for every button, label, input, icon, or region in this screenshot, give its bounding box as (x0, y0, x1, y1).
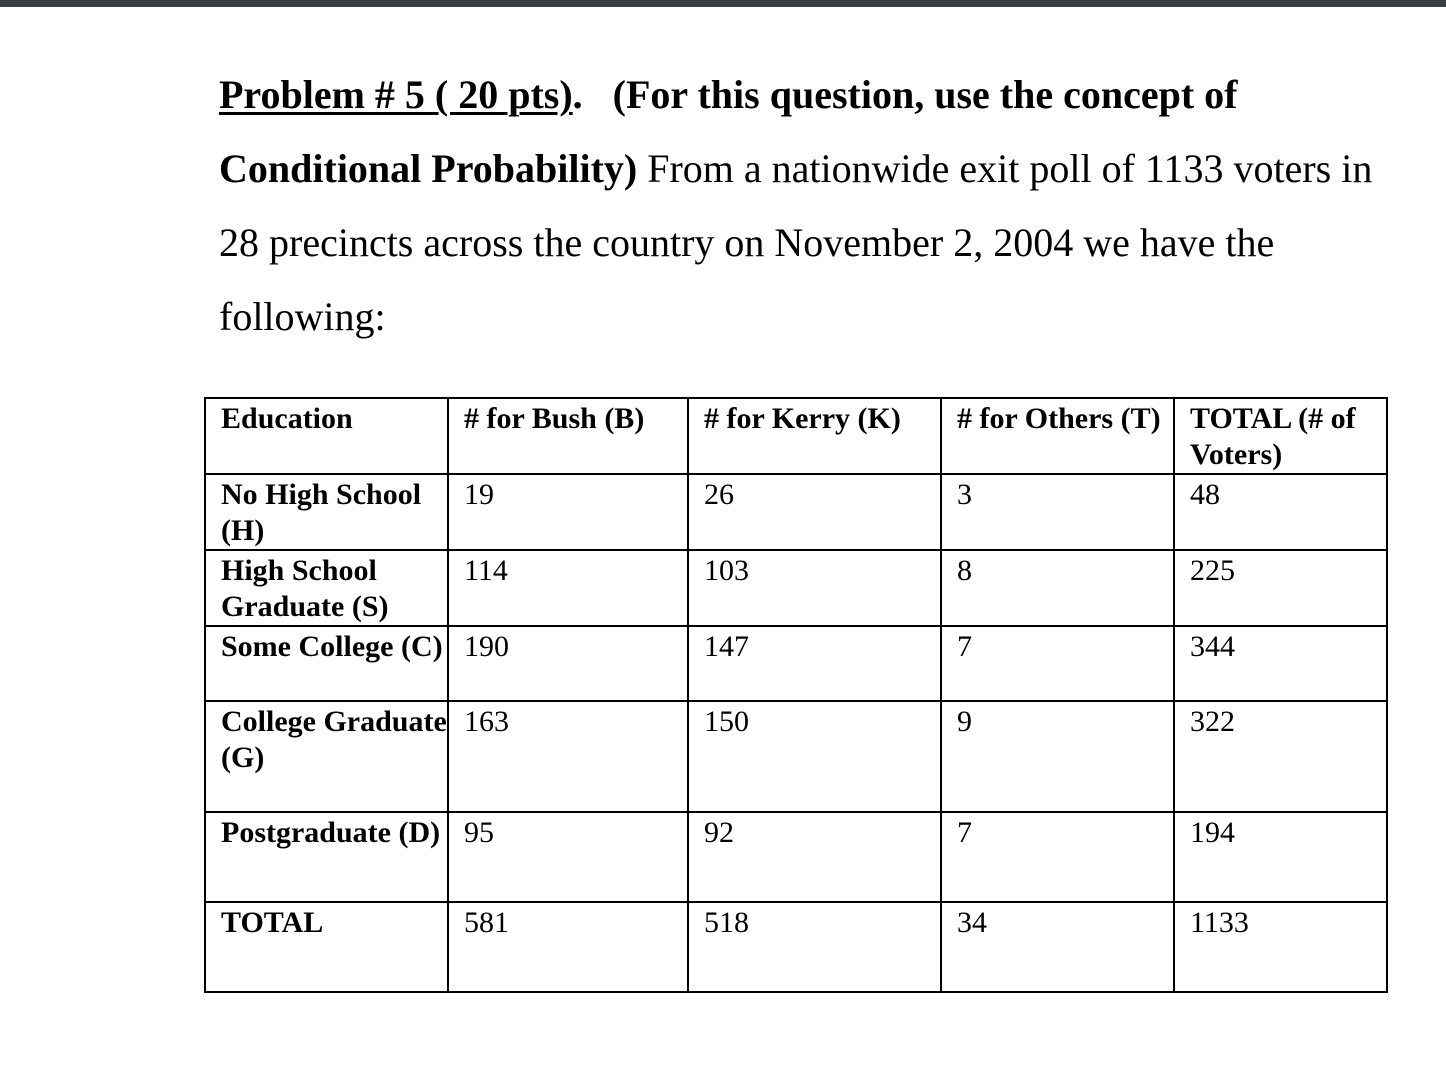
problem-heading-period: . (572, 72, 583, 117)
cell-bush: 163 (448, 701, 688, 812)
row-label: Some College (C) (205, 626, 448, 701)
exit-poll-table (204, 397, 1388, 993)
table-row (205, 812, 1387, 902)
cell-total: 344 (1174, 626, 1387, 701)
cell-others: 34 (941, 902, 1174, 992)
header-total: TOTAL (# of Voters) (1174, 398, 1387, 474)
cell-total: 48 (1174, 474, 1387, 550)
cell-bush: 114 (448, 550, 688, 626)
problem-statement (219, 58, 1399, 354)
cell-others: 7 (941, 626, 1174, 701)
cell-total: 322 (1174, 701, 1387, 812)
table-row (205, 474, 1387, 550)
cell-kerry: 103 (688, 550, 941, 626)
row-label: Postgraduate (D) (205, 812, 448, 902)
cell-bush: 190 (448, 626, 688, 701)
row-label: College Graduate (G) (205, 701, 448, 812)
cell-total: 194 (1174, 812, 1387, 902)
cell-bush: 19 (448, 474, 688, 550)
problem-body: From a nationwide exit poll of 1133 voters in 28 precincts across the country on November 2, 2004 we have the following: (219, 146, 1373, 339)
table-total-row (205, 902, 1387, 992)
header-others: # for Others (T) (941, 398, 1174, 474)
cell-bush: 95 (448, 812, 688, 902)
cell-bush: 581 (448, 902, 688, 992)
header-kerry: # for Kerry (K) (688, 398, 941, 474)
cell-kerry: 147 (688, 626, 941, 701)
cell-total: 1133 (1174, 902, 1387, 992)
row-label: TOTAL (205, 902, 448, 992)
header-bush: # for Bush (B) (448, 398, 688, 474)
row-label: High School Graduate (S) (205, 550, 448, 626)
problem-heading: Problem # 5 ( 20 pts) (219, 72, 573, 117)
header-education: Education (205, 398, 448, 474)
cell-others: 9 (941, 701, 1174, 812)
window-top-bar (0, 0, 1446, 7)
cell-total: 225 (1174, 550, 1387, 626)
table-row (205, 701, 1387, 812)
cell-kerry: 26 (688, 474, 941, 550)
cell-kerry: 92 (688, 812, 941, 902)
problem-instruction: (For this question, use the concept of Conditional Probability) (219, 72, 1238, 191)
cell-others: 8 (941, 550, 1174, 626)
cell-kerry: 518 (688, 902, 941, 992)
row-label: No High School (H) (205, 474, 448, 550)
table-header-row (205, 398, 1387, 474)
table-row (205, 550, 1387, 626)
cell-kerry: 150 (688, 701, 941, 812)
cell-others: 3 (941, 474, 1174, 550)
cell-others: 7 (941, 812, 1174, 902)
table-row (205, 626, 1387, 701)
